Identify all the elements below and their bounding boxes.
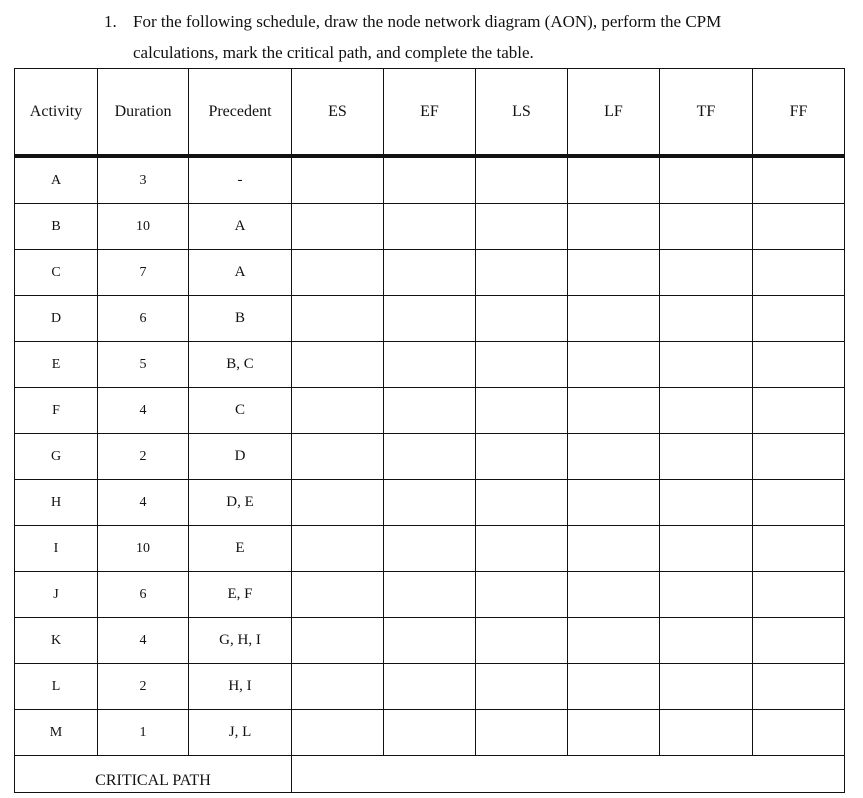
cell-precedent: J, L — [189, 710, 292, 756]
cell-es-input — [292, 618, 384, 664]
cell-tf-input — [660, 434, 753, 480]
cell-precedent: B, C — [189, 342, 292, 388]
table-row — [15, 434, 845, 480]
table-row — [15, 480, 845, 526]
cell-ef-input — [384, 250, 476, 296]
cell-ff-input — [753, 572, 845, 618]
cell-ff-input — [753, 664, 845, 710]
cell-lf-input — [568, 526, 660, 572]
cell-precedent: C — [189, 388, 292, 434]
cell-lf-input — [568, 156, 660, 204]
cell-duration: 10 — [98, 204, 189, 250]
cell-ef-input — [384, 710, 476, 756]
cell-duration: 1 — [98, 710, 189, 756]
cell-es-input — [292, 296, 384, 342]
cell-tf-input — [660, 664, 753, 710]
cell-precedent: - — [189, 156, 292, 204]
cell-ef-input — [384, 388, 476, 434]
cell-es-input — [292, 250, 384, 296]
cell-ef-input — [384, 342, 476, 388]
cell-ls-input — [476, 664, 568, 710]
question-line-2-text: calculations, mark the critical path, and complete the table. — [133, 43, 534, 62]
cell-tf-input — [660, 204, 753, 250]
table-row — [15, 250, 845, 296]
table-row — [15, 710, 845, 756]
cell-lf-input — [568, 204, 660, 250]
cell-activity: G — [15, 434, 98, 480]
table-row — [15, 572, 845, 618]
cell-precedent: E, F — [189, 572, 292, 618]
cell-activity: D — [15, 296, 98, 342]
cell-ff-input — [753, 204, 845, 250]
cell-duration: 10 — [98, 526, 189, 572]
cell-ef-input — [384, 526, 476, 572]
cell-ff-input — [753, 618, 845, 664]
cell-activity: C — [15, 250, 98, 296]
cell-precedent: D — [189, 434, 292, 480]
cell-es-input — [292, 204, 384, 250]
cell-duration: 4 — [98, 480, 189, 526]
cell-duration: 2 — [98, 434, 189, 480]
schedule-table — [14, 68, 845, 793]
table-row — [15, 388, 845, 434]
cell-tf-input — [660, 342, 753, 388]
cell-es-input — [292, 572, 384, 618]
cell-ls-input — [476, 710, 568, 756]
cell-ls-input — [476, 480, 568, 526]
cell-es-input — [292, 156, 384, 204]
cell-es-input — [292, 434, 384, 480]
header-tf: TF — [660, 69, 753, 157]
cell-precedent: H, I — [189, 664, 292, 710]
header-ff: FF — [753, 69, 845, 157]
cell-duration: 2 — [98, 664, 189, 710]
cell-ls-input — [476, 572, 568, 618]
cell-ff-input — [753, 250, 845, 296]
cell-ff-input — [753, 156, 845, 204]
cell-lf-input — [568, 664, 660, 710]
cell-lf-input — [568, 434, 660, 480]
cell-activity: F — [15, 388, 98, 434]
cell-ff-input — [753, 480, 845, 526]
cell-ls-input — [476, 204, 568, 250]
table-row — [15, 204, 845, 250]
cell-ls-input — [476, 388, 568, 434]
cell-duration: 5 — [98, 342, 189, 388]
table-row — [15, 342, 845, 388]
cell-activity: J — [15, 572, 98, 618]
cell-lf-input — [568, 342, 660, 388]
cell-lf-input — [568, 388, 660, 434]
cell-ls-input — [476, 342, 568, 388]
cell-ef-input — [384, 156, 476, 204]
cell-duration: 3 — [98, 156, 189, 204]
cell-ls-input — [476, 156, 568, 204]
cell-tf-input — [660, 296, 753, 342]
header-duration: Duration — [98, 69, 189, 157]
cell-es-input — [292, 388, 384, 434]
cell-ff-input — [753, 434, 845, 480]
cell-precedent: A — [189, 250, 292, 296]
cell-ls-input — [476, 250, 568, 296]
cell-lf-input — [568, 480, 660, 526]
question-line-1 — [104, 6, 824, 37]
cell-ff-input — [753, 388, 845, 434]
cell-tf-input — [660, 388, 753, 434]
critical-path-label: CRITICAL PATH — [15, 756, 292, 793]
question-line-2 — [104, 37, 824, 68]
cell-activity: L — [15, 664, 98, 710]
cell-lf-input — [568, 296, 660, 342]
cell-tf-input — [660, 710, 753, 756]
critical-path-row — [15, 756, 845, 793]
cell-tf-input — [660, 618, 753, 664]
cell-duration: 7 — [98, 250, 189, 296]
cell-tf-input — [660, 480, 753, 526]
cell-ls-input — [476, 434, 568, 480]
header-activity: Activity — [15, 69, 98, 157]
table-row — [15, 526, 845, 572]
cell-ls-input — [476, 526, 568, 572]
cell-ff-input — [753, 710, 845, 756]
cell-ff-input — [753, 296, 845, 342]
cell-duration: 6 — [98, 572, 189, 618]
cell-lf-input — [568, 618, 660, 664]
cell-ef-input — [384, 204, 476, 250]
cell-activity: H — [15, 480, 98, 526]
cell-precedent: A — [189, 204, 292, 250]
cell-tf-input — [660, 156, 753, 204]
cell-lf-input — [568, 250, 660, 296]
cell-ef-input — [384, 572, 476, 618]
cell-activity: A — [15, 156, 98, 204]
critical-path-answer-cell — [292, 756, 845, 793]
question-text — [104, 6, 824, 68]
cell-precedent: G, H, I — [189, 618, 292, 664]
cell-duration: 4 — [98, 388, 189, 434]
cell-duration: 6 — [98, 296, 189, 342]
header-ls: LS — [476, 69, 568, 157]
table-header-row — [15, 69, 845, 157]
cell-ef-input — [384, 480, 476, 526]
cell-es-input — [292, 664, 384, 710]
table-row — [15, 296, 845, 342]
cell-ls-input — [476, 296, 568, 342]
header-ef: EF — [384, 69, 476, 157]
cell-tf-input — [660, 250, 753, 296]
cell-ef-input — [384, 296, 476, 342]
cell-precedent: D, E — [189, 480, 292, 526]
cell-es-input — [292, 526, 384, 572]
cell-activity: E — [15, 342, 98, 388]
cell-precedent: E — [189, 526, 292, 572]
table-row — [15, 156, 845, 204]
cell-es-input — [292, 480, 384, 526]
header-es: ES — [292, 69, 384, 157]
cell-ff-input — [753, 526, 845, 572]
cell-activity: K — [15, 618, 98, 664]
cell-ef-input — [384, 664, 476, 710]
table-row — [15, 664, 845, 710]
cell-tf-input — [660, 572, 753, 618]
cell-lf-input — [568, 572, 660, 618]
header-lf: LF — [568, 69, 660, 157]
cell-ls-input — [476, 618, 568, 664]
cell-activity: B — [15, 204, 98, 250]
cell-es-input — [292, 710, 384, 756]
cell-tf-input — [660, 526, 753, 572]
cell-duration: 4 — [98, 618, 189, 664]
cell-ef-input — [384, 618, 476, 664]
question-line-1-text: For the following schedule, draw the node network diagram (AON), perform the CPM — [133, 12, 722, 31]
cell-lf-input — [568, 710, 660, 756]
cell-activity: I — [15, 526, 98, 572]
cell-precedent: B — [189, 296, 292, 342]
cell-ef-input — [384, 434, 476, 480]
table-row — [15, 618, 845, 664]
header-precedent: Precedent — [189, 69, 292, 157]
cell-activity: M — [15, 710, 98, 756]
question-number: 1. — [104, 12, 117, 31]
cell-es-input — [292, 342, 384, 388]
cell-ff-input — [753, 342, 845, 388]
